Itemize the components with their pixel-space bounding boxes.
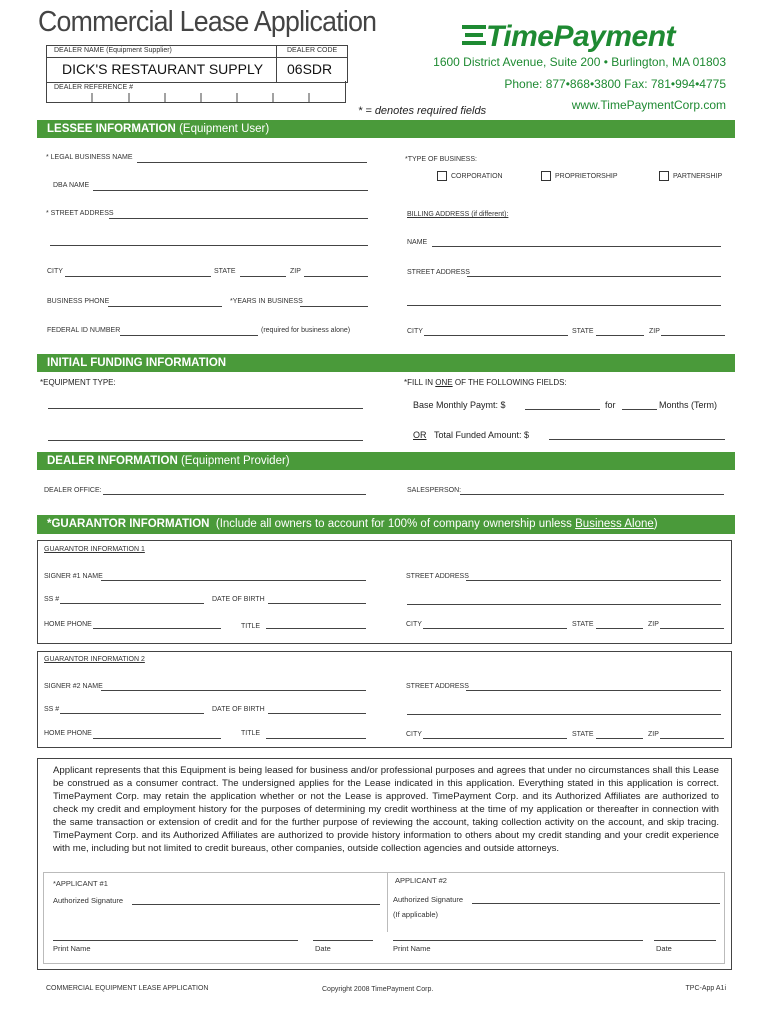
footer-left: COMMERCIAL EQUIPMENT LEASE APPLICATION: [46, 985, 209, 992]
billing-city-field[interactable]: [424, 335, 568, 336]
g1-city-field[interactable]: [423, 628, 567, 629]
billing-state-label: STATE: [572, 328, 594, 335]
g2-street-field-2[interactable]: [407, 714, 721, 715]
dba-field[interactable]: [93, 190, 368, 191]
g2-ss-field[interactable]: [60, 713, 204, 714]
guarantor-section-header: *GUARANTOR INFORMATION (Include all owners to account for 100% of company ownership unless Business Alone): [37, 515, 735, 534]
g2-street-field[interactable]: [466, 690, 721, 691]
dba-label: DBA NAME: [53, 182, 90, 189]
billing-name-field[interactable]: [432, 246, 721, 247]
company-address: 1600 District Avenue, Suite 200 • Burlington, MA 01803: [433, 55, 726, 69]
equipment-type-label: *EQUIPMENT TYPE:: [40, 378, 116, 387]
g2-state-field[interactable]: [596, 738, 643, 739]
billing-street-label: STREET ADDRESS: [407, 269, 470, 276]
term-months-field[interactable]: [622, 409, 657, 410]
funding-section-header: INITIAL FUNDING INFORMATION: [37, 354, 735, 372]
state-label: STATE: [214, 268, 236, 275]
proprietorship-option[interactable]: PROPRIETORSHIP: [541, 171, 618, 181]
g2-state-label: STATE: [572, 731, 594, 738]
g2-zip-field[interactable]: [660, 738, 724, 739]
g2-city-field[interactable]: [423, 738, 567, 739]
g1-street-field[interactable]: [466, 580, 721, 581]
equipment-type-field-2[interactable]: [48, 440, 363, 441]
street-address-label: * STREET ADDRESS: [46, 210, 114, 217]
dealer-office-label: DEALER OFFICE:: [44, 487, 102, 494]
g2-home-phone-field[interactable]: [93, 738, 221, 739]
federal-id-field[interactable]: [120, 335, 258, 336]
dealer-reference-label: DEALER REFERENCE #: [54, 84, 133, 91]
applicant-2-signature-label: Authorized Signature: [393, 895, 464, 904]
dealer-office-field[interactable]: [103, 494, 366, 495]
equipment-type-field[interactable]: [48, 408, 363, 409]
legal-name-field[interactable]: [137, 162, 367, 163]
required-note: * = denotes required fields: [358, 105, 487, 117]
or-label: OR: [413, 430, 427, 440]
zip-field[interactable]: [304, 276, 368, 277]
billing-street-field[interactable]: [467, 276, 721, 277]
salesperson-field[interactable]: [460, 494, 724, 495]
g2-zip-label: ZIP: [648, 731, 659, 738]
footer-center: Copyright 2008 TimePayment Corp.: [322, 986, 434, 993]
agreement-text: Applicant represents that this Equipment is being leased for business and/or professional purposes and agrees that under no circumstances shall this Lease be construed as a consumer contract. The undersigned applies for the Lease indicated in this application. Everything stated in this application is correct. TimePayment Corp. may retain the application whether or not the Lease is approved. TimePayment Corp. and its Authorized Affiliates are authorized to check my credit and employment history for the purposes of determining my credit worthiness at the time of my application or thereafter in connection with the same transaction or extension of credit and for the further purpose of reviewing the account, taking collection activity on the account, and skip tracing. TimePayment Corp. and its Authorized Affiliates are authorized to provide history information to others about my credit standing and your credit experience with me, including but not limited to credit bureaus, other companies, outside collection agencies and outside attorneys.: [53, 765, 719, 854]
if-applicable-label: (If applicable): [393, 910, 439, 919]
months-term-label: Months (Term): [659, 400, 718, 410]
total-funded-amount-field[interactable]: [549, 439, 725, 440]
state-field[interactable]: [240, 276, 286, 277]
company-website: www.TimePaymentCorp.com: [571, 98, 726, 112]
lessee-section-header: LESSEE INFORMATION (Equipment User): [37, 120, 735, 138]
total-funded-amount-label: Total Funded Amount: $: [434, 430, 530, 440]
signer-2-name-label: SIGNER #2 NAME: [44, 683, 103, 690]
logo-text: TimePayment: [486, 20, 676, 53]
g1-zip-label: ZIP: [648, 621, 659, 628]
g2-dob-label: DATE OF BIRTH: [212, 706, 265, 713]
company-phone: Phone: 877•868•3800 Fax: 781•994•4775: [504, 77, 726, 91]
dealer-code-label: DEALER CODE: [287, 47, 338, 54]
business-phone-field[interactable]: [108, 306, 222, 307]
billing-city-label: CITY: [407, 328, 423, 335]
g1-ss-field[interactable]: [60, 603, 204, 604]
fill-in-one-label: *FILL IN ONE OF THE FOLLOWING FIELDS:: [404, 378, 567, 387]
type-of-business-label: *TYPE OF BUSINESS:: [405, 156, 477, 163]
g1-city-label: CITY: [406, 621, 422, 628]
g2-city-label: CITY: [406, 731, 422, 738]
footer-right: TPC-App A1i: [685, 985, 726, 992]
g1-title-label: TITLE: [241, 623, 261, 630]
g1-state-label: STATE: [572, 621, 594, 628]
guarantor-2-box: [37, 651, 732, 748]
g1-ss-label: SS #: [44, 596, 60, 603]
g1-home-phone-label: HOME PHONE: [44, 621, 92, 628]
applicant-1-date-label: Date: [315, 944, 331, 953]
applicant-2-date-label: Date: [656, 944, 672, 953]
applicant-1-print-name-label: Print Name: [53, 944, 91, 953]
applicant-2-label: APPLICANT #2: [395, 876, 447, 885]
proprietorship-checkbox[interactable]: [541, 171, 551, 181]
signer-1-name-field[interactable]: [101, 580, 366, 581]
city-field[interactable]: [65, 276, 211, 277]
g1-dob-label: DATE OF BIRTH: [212, 596, 265, 603]
partnership-checkbox[interactable]: [659, 171, 669, 181]
street-address-field[interactable]: [109, 218, 368, 219]
applicant-1-signature-field[interactable]: [132, 904, 380, 905]
g1-street-field-2[interactable]: [407, 604, 721, 605]
years-in-business-field[interactable]: [300, 306, 368, 307]
g2-title-label: TITLE: [241, 730, 261, 737]
dealer-code-value[interactable]: 06SDR: [287, 61, 333, 77]
g2-dob-field[interactable]: [268, 713, 366, 714]
billing-zip-field[interactable]: [661, 335, 725, 336]
g2-street-label: STREET ADDRESS: [406, 683, 469, 690]
city-label: CITY: [47, 268, 63, 275]
federal-id-note: (required for business alone): [261, 327, 351, 334]
base-monthly-payment-field[interactable]: [525, 409, 600, 410]
g1-home-phone-field[interactable]: [93, 628, 221, 629]
dealer-reference-field[interactable]: [46, 81, 346, 103]
guarantor-2-title: GUARANTOR INFORMATION 2: [44, 656, 145, 663]
applicant-1-signature-label: Authorized Signature: [53, 896, 124, 905]
signer-1-name-label: SIGNER #1 NAME: [44, 573, 103, 580]
g1-title-field[interactable]: [266, 628, 366, 629]
years-in-business-label: *YEARS IN BUSINESS: [230, 298, 303, 305]
g1-street-label: STREET ADDRESS: [406, 573, 469, 580]
dealer-name-value[interactable]: DICK'S RESTAURANT SUPPLY: [62, 61, 264, 77]
billing-zip-label: ZIP: [649, 328, 660, 335]
g2-ss-label: SS #: [44, 706, 60, 713]
applicant-1-date-field[interactable]: [313, 940, 373, 941]
applicant-1-print-name-field[interactable]: [53, 940, 298, 941]
applicant-2-print-name-label: Print Name: [393, 944, 431, 953]
dealer-section-header: DEALER INFORMATION (Equipment Provider): [37, 452, 735, 470]
logo-bars-icon: [462, 23, 488, 49]
applicant-2-print-name-field[interactable]: [393, 940, 643, 941]
for-label: for: [605, 400, 616, 410]
g1-zip-field[interactable]: [660, 628, 724, 629]
salesperson-label: SALESPERSON:: [407, 487, 462, 494]
zip-label: ZIP: [290, 268, 301, 275]
g1-state-field[interactable]: [596, 628, 643, 629]
billing-address-label: BILLING ADDRESS (if different):: [407, 211, 509, 218]
guarantor-1-title: GUARANTOR INFORMATION 1: [44, 546, 145, 553]
g1-dob-field[interactable]: [268, 603, 366, 604]
g2-home-phone-label: HOME PHONE: [44, 730, 92, 737]
billing-street-field-2[interactable]: [407, 305, 721, 306]
signer-2-name-field[interactable]: [101, 690, 366, 691]
billing-name-label: NAME: [407, 239, 428, 246]
g2-title-field[interactable]: [266, 738, 366, 739]
dealer-name-label: DEALER NAME (Equipment Supplier): [54, 47, 172, 54]
applicant-1-label: *APPLICANT #1: [53, 879, 108, 888]
corporation-checkbox[interactable]: [437, 171, 447, 181]
legal-name-label: * LEGAL BUSINESS NAME: [46, 154, 133, 161]
business-phone-label: BUSINESS PHONE: [47, 298, 110, 305]
base-monthly-payment-label: Base Monthly Paymt: $: [413, 400, 506, 410]
corporation-option[interactable]: CORPORATION: [437, 171, 503, 181]
federal-id-label: FEDERAL ID NUMBER: [47, 327, 121, 334]
page-title: Commercial Lease Application: [38, 6, 377, 38]
applicant-2-date-field[interactable]: [654, 940, 716, 941]
applicant-1-box: [43, 872, 725, 964]
applicant-2-signature-field[interactable]: [472, 903, 720, 904]
street-address-field-2[interactable]: [50, 245, 368, 246]
billing-state-field[interactable]: [596, 335, 644, 336]
partnership-option[interactable]: PARTNERSHIP: [659, 171, 722, 181]
